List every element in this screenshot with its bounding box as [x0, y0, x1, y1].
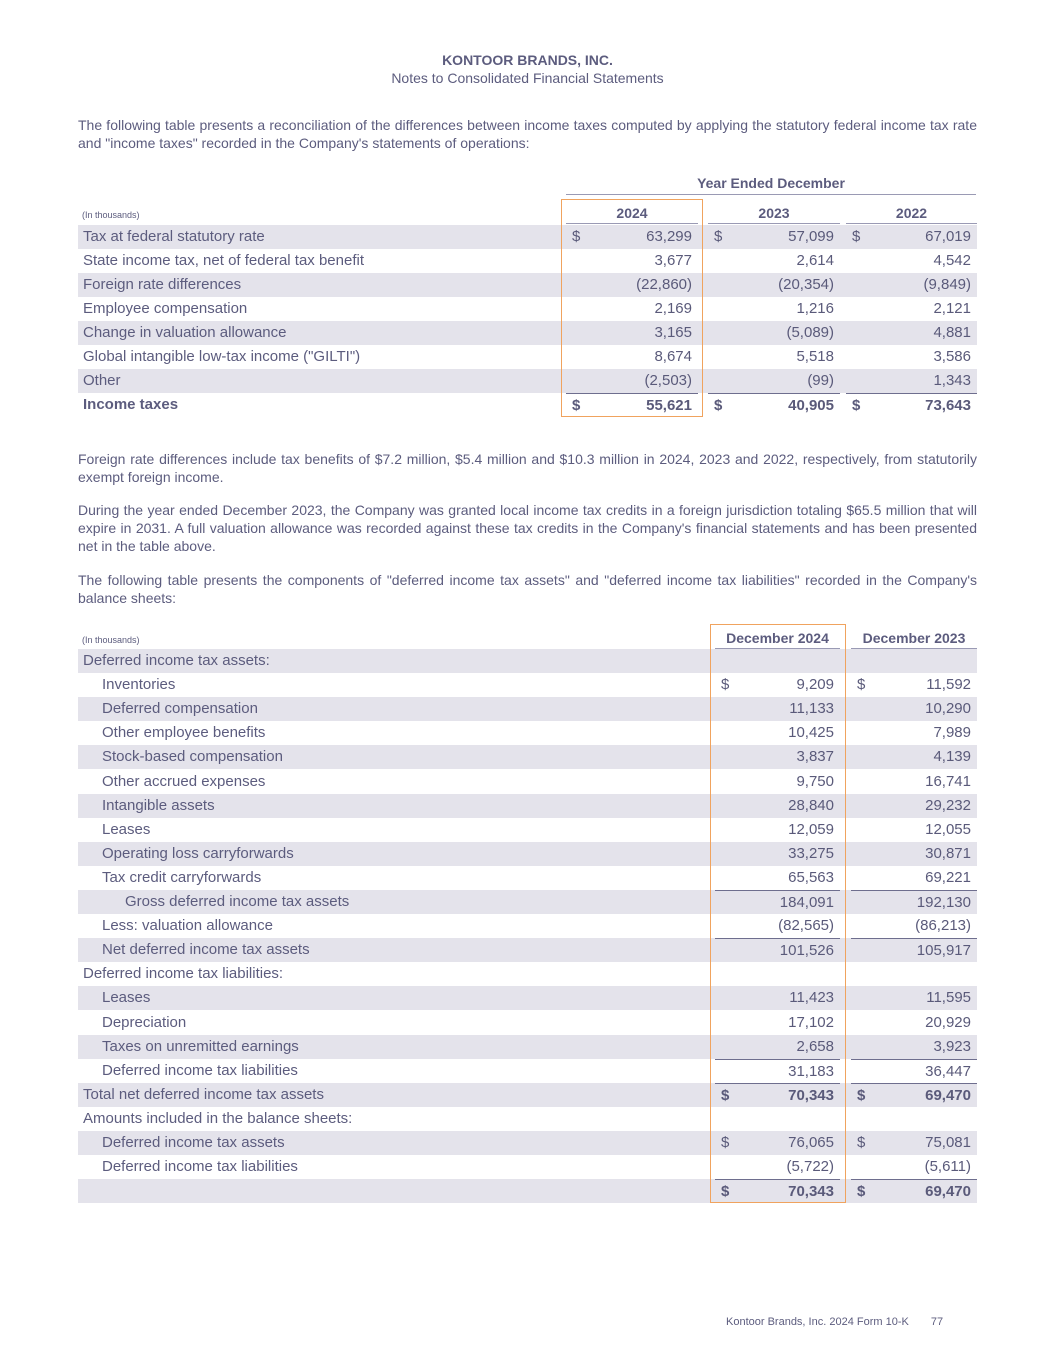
- dollar-sign: $: [714, 228, 723, 245]
- value-december-2023: [851, 986, 977, 1010]
- value-december-2023: [851, 1083, 977, 1107]
- table-row: [78, 721, 977, 745]
- cell-value: 4,881: [933, 324, 971, 341]
- value-december-2024: [715, 1059, 840, 1083]
- value-december-2023: [851, 770, 977, 794]
- cell-value: 29,232: [925, 796, 971, 814]
- value-december-2023: [851, 1155, 977, 1179]
- cell-value: 20,929: [925, 1013, 971, 1031]
- cell-value: (99): [807, 372, 834, 389]
- cell-value: 2,121: [933, 300, 971, 317]
- value-2024: [566, 393, 698, 417]
- cell-value: (5,611): [924, 1158, 971, 1176]
- value-2022: [846, 369, 977, 393]
- table-row: [78, 249, 977, 273]
- cell-value: 63,299: [646, 228, 692, 245]
- foreign-rate-paragraph: Foreign rate differences include tax benefits of $7.2 million, $5.4 million and $10.3 million in 2024, 2023 and 2022, respectively, from statutorily exempt foreign income.: [78, 451, 977, 485]
- cell-value: 10,290: [925, 700, 971, 718]
- table-row: [78, 770, 977, 794]
- cell-value: 67,019: [925, 228, 971, 245]
- table-row: [78, 890, 977, 914]
- dollar-sign: $: [721, 1134, 730, 1151]
- row-label: Intangible assets: [102, 796, 215, 814]
- cell-value: 9,209: [796, 676, 834, 694]
- column-header-2024: 2024: [566, 203, 698, 224]
- cell-value: 73,643: [925, 397, 971, 414]
- column-header-december-2023: December 2023: [851, 628, 977, 649]
- value-december-2023: [851, 938, 977, 962]
- table-row: [78, 1179, 977, 1203]
- table-row: [78, 986, 977, 1010]
- cell-value: 28,840: [788, 796, 834, 814]
- cell-value: 69,221: [925, 868, 971, 886]
- footer-text: Kontoor Brands, Inc. 2024 Form 10-K: [726, 1316, 909, 1328]
- row-label: Tax credit carryforwards: [102, 868, 262, 886]
- row-label: Other accrued expenses: [102, 772, 266, 790]
- value-december-2024: [715, 745, 840, 769]
- value-december-2024: [715, 697, 840, 721]
- table-row: [78, 866, 977, 890]
- table-row: [78, 649, 977, 673]
- dollar-sign: $: [572, 228, 581, 245]
- cell-value: 40,905: [788, 397, 834, 414]
- value-2024: [566, 297, 698, 321]
- value-2024: [566, 249, 698, 273]
- dollar-sign: $: [857, 1183, 866, 1201]
- value-2022: [846, 321, 977, 345]
- value-2023: [708, 345, 840, 369]
- page-number: 77: [930, 1316, 944, 1328]
- cell-value: 7,989: [933, 724, 971, 742]
- value-2022: [846, 273, 977, 297]
- cell-value: 17,102: [788, 1013, 834, 1031]
- table-row: [78, 673, 977, 697]
- cell-value: 192,130: [916, 894, 971, 911]
- cell-value: 30,871: [925, 844, 971, 862]
- cell-value: 9,750: [796, 772, 834, 790]
- cell-value: 5,518: [796, 348, 834, 365]
- table-row: [78, 697, 977, 721]
- cell-value: (5,722): [786, 1158, 834, 1176]
- value-december-2023: [851, 794, 977, 818]
- table-row: [78, 745, 977, 769]
- row-label: Change in valuation allowance: [83, 324, 287, 341]
- row-label: Income taxes: [83, 396, 179, 413]
- value-december-2024: [715, 673, 840, 697]
- cell-value: 3,165: [654, 324, 692, 341]
- value-december-2024: [715, 770, 840, 794]
- row-label: Other employee benefits: [102, 724, 266, 742]
- table-row: [78, 297, 977, 321]
- company-name: KONTOOR BRANDS, INC.: [442, 52, 613, 68]
- value-2023: [708, 273, 840, 297]
- cell-value: (20,354): [778, 276, 834, 293]
- row-label: Amounts included in the balance sheets:: [83, 1109, 353, 1127]
- value-december-2024: [715, 1011, 840, 1035]
- cell-value: 3,677: [654, 252, 692, 269]
- value-2022: [846, 393, 977, 417]
- value-december-2024: [715, 986, 840, 1010]
- value-december-2023: [851, 1131, 977, 1155]
- column-header-2022: 2022: [846, 203, 977, 224]
- dollar-sign: $: [857, 1134, 866, 1151]
- table-row: [78, 321, 977, 345]
- value-2024: [566, 273, 698, 297]
- value-december-2024: [715, 890, 840, 914]
- value-december-2024: [715, 794, 840, 818]
- value-december-2023: [851, 1035, 977, 1059]
- cell-value: 10,425: [788, 724, 834, 742]
- units-label: (In thousands): [82, 210, 140, 220]
- dollar-sign: $: [572, 397, 581, 414]
- row-label: Operating loss carryforwards: [102, 844, 294, 862]
- value-2023: [708, 249, 840, 273]
- value-2022: [846, 345, 977, 369]
- table-row: [78, 369, 977, 393]
- cell-value: 75,081: [925, 1134, 971, 1151]
- row-label: Deferred compensation: [102, 700, 258, 718]
- cell-value: (86,213): [915, 917, 971, 935]
- cell-value: 69,470: [925, 1086, 971, 1104]
- value-2022: [846, 225, 977, 249]
- row-label: Deferred income tax assets: [102, 1134, 285, 1151]
- table-row: [78, 794, 977, 818]
- row-label: Total net deferred income tax assets: [83, 1085, 324, 1103]
- value-december-2023: [851, 1011, 977, 1035]
- row-label: Deferred income tax liabilities: [102, 1158, 298, 1176]
- cell-value: 101,526: [779, 942, 834, 960]
- row-label: Gross deferred income tax assets: [125, 893, 350, 910]
- row-label: Leases: [102, 820, 151, 838]
- cell-value: 4,139: [933, 748, 971, 766]
- value-2024: [566, 225, 698, 249]
- value-2022: [846, 249, 977, 273]
- cell-value: 12,055: [925, 820, 971, 838]
- value-december-2024: [715, 1179, 840, 1203]
- table-row: [78, 818, 977, 842]
- dollar-sign: $: [857, 676, 866, 694]
- cell-value: 2,169: [654, 300, 692, 317]
- page-subtitle: Notes to Consolidated Financial Statements: [391, 70, 664, 86]
- value-december-2023: [851, 1179, 977, 1203]
- row-label: Less: valuation allowance: [102, 917, 273, 935]
- row-label: Global intangible low-tax income ("GILTI"): [83, 348, 361, 365]
- row-label: Deferred income tax liabilities: [102, 1061, 298, 1079]
- cell-value: 65,563: [788, 868, 834, 886]
- row-label: Depreciation: [102, 1013, 187, 1031]
- row-label: Tax at federal statutory rate: [83, 228, 265, 245]
- cell-value: 70,343: [788, 1086, 834, 1104]
- units-label-deferred: (In thousands): [82, 635, 140, 645]
- dollar-sign: $: [721, 1086, 730, 1104]
- value-december-2024: [715, 866, 840, 890]
- row-label: Other: [83, 372, 121, 389]
- value-december-2023: [851, 697, 977, 721]
- cell-value: 184,091: [779, 894, 834, 911]
- cell-value: 3,837: [796, 748, 834, 766]
- tax-credits-paragraph: During the year ended December 2023, the Company was granted local income tax credits in a foreign jurisdiction totaling $65.5 million that will expire in 2031. A full valuation allowance was recorded against these tax credits in the Company's financial statements and has been presented net in the table above.: [78, 502, 977, 554]
- dollar-sign: $: [714, 397, 723, 414]
- table-row: [78, 1131, 977, 1155]
- column-header-december-2024: December 2024: [715, 628, 840, 649]
- value-december-2023: [851, 890, 977, 914]
- cell-value: 55,621: [646, 397, 692, 414]
- row-label: Inventories: [102, 676, 176, 694]
- cell-value: 3,586: [933, 348, 971, 365]
- cell-value: 16,741: [925, 772, 971, 790]
- table-row: [78, 225, 977, 249]
- value-december-2023: [851, 842, 977, 866]
- row-label: Stock-based compensation: [102, 748, 283, 766]
- table-row: [78, 1011, 977, 1035]
- cell-value: 11,133: [789, 700, 834, 718]
- cell-value: (5,089): [786, 324, 834, 341]
- value-december-2023: [851, 673, 977, 697]
- value-december-2024: [715, 1131, 840, 1155]
- value-december-2023: [851, 914, 977, 938]
- cell-value: 1,343: [933, 372, 971, 389]
- cell-value: 57,099: [788, 228, 834, 245]
- cell-value: 2,658: [796, 1037, 834, 1055]
- intro-paragraph: The following table presents a reconciliation of the differences between income taxes computed by applying the statutory federal income tax rate and "income taxes" recorded in the Company's statements of operations:: [78, 117, 977, 151]
- dollar-sign: $: [721, 1183, 730, 1201]
- value-december-2023: [851, 1059, 977, 1083]
- value-december-2024: [715, 1083, 840, 1107]
- table-row: [78, 842, 977, 866]
- cell-value: 4,542: [933, 252, 971, 269]
- value-2023: [708, 225, 840, 249]
- value-december-2023: [851, 866, 977, 890]
- cell-value: 70,343: [788, 1183, 834, 1201]
- table-row: [78, 962, 977, 986]
- row-label: Employee compensation: [83, 300, 248, 317]
- table-row: [78, 1155, 977, 1179]
- row-label: Taxes on unremitted earnings: [102, 1037, 299, 1055]
- value-2024: [566, 369, 698, 393]
- value-2023: [708, 297, 840, 321]
- cell-value: 36,447: [925, 1062, 971, 1080]
- cell-value: (9,849): [923, 276, 971, 293]
- row-label: State income tax, net of federal tax benefit: [83, 252, 365, 269]
- table-row: [78, 1059, 977, 1083]
- value-december-2024: [715, 1155, 840, 1179]
- cell-value: 11,423: [789, 989, 834, 1007]
- cell-value: 3,923: [933, 1037, 971, 1055]
- column-header-2023: 2023: [708, 203, 840, 224]
- dollar-sign: $: [852, 228, 861, 245]
- cell-value: 69,470: [925, 1183, 971, 1201]
- value-2024: [566, 321, 698, 345]
- cell-value: 33,275: [788, 844, 834, 862]
- value-2023: [708, 393, 840, 417]
- cell-value: 12,059: [788, 820, 834, 838]
- table-row: [78, 1035, 977, 1059]
- row-label: Net deferred income tax assets: [102, 941, 310, 959]
- cell-value: (2,503): [644, 372, 692, 389]
- dollar-sign: $: [721, 676, 730, 694]
- value-2023: [708, 369, 840, 393]
- cell-value: 1,216: [796, 300, 834, 317]
- cell-value: 8,674: [654, 348, 692, 365]
- table-row: [78, 345, 977, 369]
- value-december-2024: [715, 914, 840, 938]
- table-row: [78, 1107, 977, 1131]
- row-label: Deferred income tax liabilities:: [83, 965, 284, 983]
- value-december-2023: [851, 745, 977, 769]
- value-december-2023: [851, 721, 977, 745]
- cell-value: 11,592: [926, 676, 971, 694]
- table-row: [78, 273, 977, 297]
- cell-value: (22,860): [636, 276, 692, 293]
- value-december-2023: [851, 818, 977, 842]
- value-december-2024: [715, 842, 840, 866]
- table-row: [78, 938, 977, 962]
- value-december-2024: [715, 1035, 840, 1059]
- value-december-2024: [715, 721, 840, 745]
- row-label: Foreign rate differences: [83, 276, 242, 293]
- table-row: [78, 1083, 977, 1107]
- row-label: Deferred income tax assets:: [83, 652, 270, 669]
- row-label: Leases: [102, 989, 151, 1007]
- page-footer: [726, 1316, 943, 1328]
- value-december-2024: [715, 818, 840, 842]
- dollar-sign: $: [852, 397, 861, 414]
- value-2023: [708, 321, 840, 345]
- cell-value: 105,917: [916, 942, 971, 960]
- cell-value: (82,565): [778, 917, 834, 935]
- dollar-sign: $: [857, 1086, 866, 1104]
- value-december-2024: [715, 938, 840, 962]
- value-2022: [846, 297, 977, 321]
- table-row: [78, 914, 977, 938]
- cell-value: 31,183: [788, 1062, 834, 1080]
- cell-value: 11,595: [926, 989, 971, 1007]
- deferred-intro-paragraph: The following table presents the components of "deferred income tax assets" and "deferred income tax liabilities" recorded in the Company's balance sheets:: [78, 572, 977, 606]
- year-ended-header: Year Ended December: [566, 175, 976, 195]
- cell-value: 76,065: [788, 1134, 834, 1151]
- table-row: [78, 393, 977, 417]
- cell-value: 2,614: [796, 252, 834, 269]
- value-2024: [566, 345, 698, 369]
